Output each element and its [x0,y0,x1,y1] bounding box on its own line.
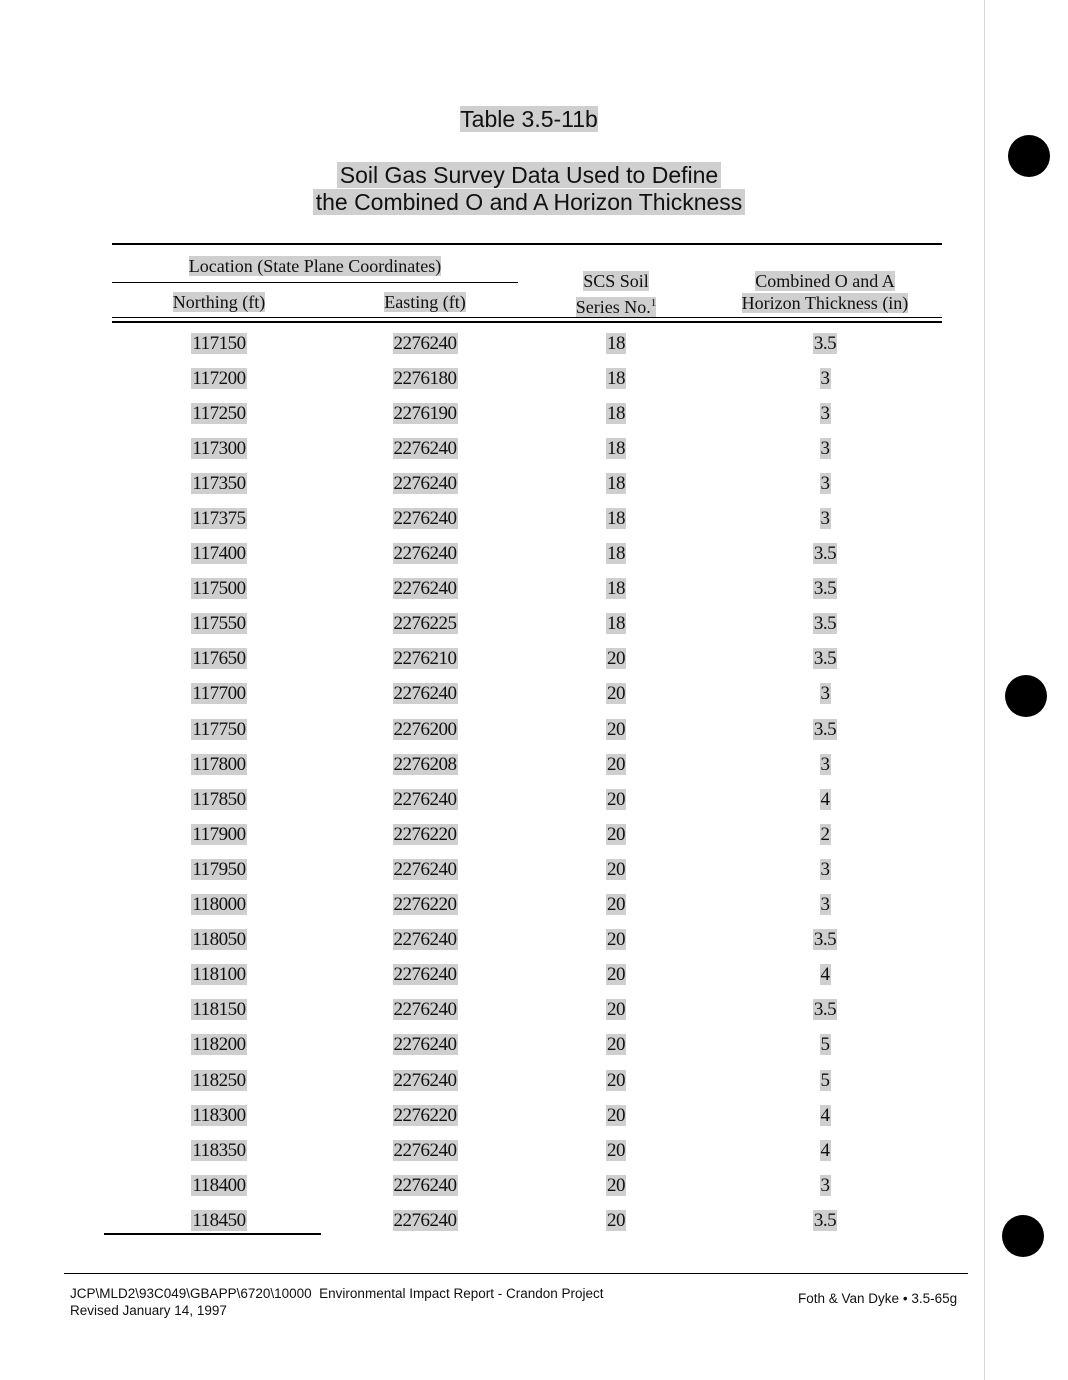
table-row [112,958,942,993]
header-bottom-rule-2 [112,321,942,323]
table-row [112,326,942,361]
hole-punch-bottom [1002,1215,1044,1257]
thickness-cell: 3 [820,753,830,775]
scs-series-cell: 18 [607,508,625,530]
thickness-cell: 3.5 [813,718,837,740]
thickness-cell: 3.5 [813,1209,837,1231]
scs-series-cell: 20 [607,858,625,880]
location-group-header: Location (State Plane Coordinates) [188,256,442,276]
easting-cell: 2276220 [393,894,457,916]
table-row [112,817,942,852]
easting-cell: 2276220 [393,1104,457,1126]
thickness-cell: 3.5 [813,332,837,354]
easting-cell: 2276240 [393,964,457,986]
scs-series-cell: 20 [607,894,625,916]
easting-cell: 2276240 [393,999,457,1021]
scs-series-cell: 20 [607,1034,625,1056]
table-row [112,1063,942,1098]
scs-series-cell: 20 [607,823,625,845]
scs-series-cell: 18 [607,332,625,354]
scs-series-cell: 20 [607,788,625,810]
horizon-thickness-header: Combined O and A Horizon Thickness (in) [741,271,909,313]
footer-right [798,1290,957,1307]
northing-cell: 117700 [192,683,246,705]
easting-header: Easting (ft) [384,292,466,312]
northing-header: Northing (ft) [172,292,266,312]
easting-cell: 2276200 [393,718,457,740]
soil-gas-data-table [112,326,942,1238]
scs-series-cell: 20 [607,964,625,986]
scs-series-cell: 18 [607,543,625,565]
thickness-cell: 3.5 [813,578,837,600]
table-row [112,677,942,712]
table-row [112,361,942,396]
easting-cell: 2276180 [393,367,457,389]
table-row [112,501,942,536]
easting-cell: 2276208 [393,753,457,775]
scs-series-cell: 20 [607,1139,625,1161]
northing-cell: 118250 [192,1069,246,1091]
easting-cell: 2276190 [393,402,457,424]
scs-series-cell: 18 [607,437,625,459]
easting-cell: 2276240 [393,858,457,880]
footer-left [70,1285,604,1319]
easting-cell: 2276240 [393,332,457,354]
northing-cell: 118100 [192,964,246,986]
scs-series-cell: 20 [607,1174,625,1196]
table-row [112,466,942,501]
table-row [112,923,942,958]
northing-cell: 117850 [192,788,246,810]
northing-cell: 117950 [192,858,246,880]
table-row [112,888,942,923]
table-row [112,1028,942,1063]
northing-cell: 118150 [192,999,246,1021]
easting-cell: 2276240 [393,1069,457,1091]
footer-report-title: Environmental Impact Report - Crandon Project [319,1286,604,1301]
northing-cell: 117300 [192,437,246,459]
footer-revised-date: Revised January 14, 1997 [70,1303,227,1318]
table-row [112,782,942,817]
easting-cell: 2276240 [393,437,457,459]
table-row [112,607,942,642]
table-top-rule [112,243,942,245]
scs-series-cell: 18 [607,578,625,600]
table-row [112,1133,942,1168]
easting-cell: 2276225 [393,613,457,635]
northing-cell: 118000 [192,894,246,916]
thickness-cell: 3.5 [813,929,837,951]
thickness-cell: 5 [820,1069,830,1091]
northing-cell: 117900 [192,823,246,845]
northing-cell: 117800 [192,753,246,775]
easting-cell: 2276240 [393,1209,457,1231]
thickness-cell: 3.5 [813,999,837,1021]
location-group-rule [112,282,518,283]
northing-cell: 118400 [192,1174,246,1196]
thickness-cell: 3.5 [813,543,837,565]
table-row [112,1098,942,1133]
table-row [112,572,942,607]
northing-cell: 117650 [192,648,246,670]
northing-cell: 117500 [192,578,246,600]
northing-cell: 117350 [192,472,246,494]
easting-cell: 2276240 [393,578,457,600]
thickness-cell: 3 [820,508,830,530]
footnote-marker: 1 [650,297,657,309]
northing-cell: 117200 [192,367,246,389]
thickness-cell: 3 [820,683,830,705]
easting-cell: 2276210 [393,648,457,670]
thickness-cell: 3 [820,437,830,459]
scs-soil-series-header: SCS Soil Series No.$^1$ [575,271,657,317]
northing-cell: 118300 [192,1104,246,1126]
hole-punch-middle [1005,675,1047,717]
thickness-cell: 5 [820,1034,830,1056]
thickness-cell: 3 [820,367,830,389]
northing-cell: 117750 [192,718,246,740]
thickness-cell: 3 [820,402,830,424]
table-row [112,747,942,782]
thickness-cell: 3.5 [813,648,837,670]
footer-page-number: 3.5-65g [911,1291,958,1306]
thickness-cell: 3 [820,1174,830,1196]
table-row [112,993,942,1028]
easting-cell: 2276240 [393,929,457,951]
table-row [112,642,942,677]
northing-cell: 117250 [192,402,246,424]
footer-company: Foth & Van Dyke [798,1291,900,1306]
easting-cell: 2276240 [393,543,457,565]
northing-cell: 118050 [192,929,246,951]
northing-cell: 118350 [192,1139,246,1161]
scs-series-cell: 18 [607,402,625,424]
easting-cell: 2276240 [393,788,457,810]
footer-bullet: • [902,1291,908,1306]
easting-cell: 2276240 [393,1174,457,1196]
table-subtitle: Soil Gas Survey Data Used to Define the Combined O and A Horizon Thickness [0,162,1058,216]
scs-series-cell: 20 [607,718,625,740]
footer-rule [64,1273,968,1274]
table-row [112,431,942,466]
thickness-cell: 3 [820,472,830,494]
thickness-cell: 2 [820,823,830,845]
table-title: Table 3.5-11b [460,106,598,132]
northing-cell: 117375 [192,508,246,530]
table-row [112,712,942,747]
scs-series-cell: 20 [607,683,625,705]
thickness-cell: 4 [820,788,830,810]
scs-series-cell: 20 [607,999,625,1021]
thickness-cell: 4 [820,1139,830,1161]
northing-cell: 118200 [192,1034,246,1056]
thickness-cell: 4 [820,1104,830,1126]
easting-cell: 2276240 [393,1139,457,1161]
northing-cell: 117150 [192,332,246,354]
table-row [112,396,942,431]
easting-cell: 2276240 [393,1034,457,1056]
scs-series-cell: 20 [607,1104,625,1126]
northing-cell: 117550 [192,613,246,635]
scs-series-cell: 20 [607,648,625,670]
table-row [112,852,942,887]
northing-cell: 117400 [192,543,246,565]
northing-cell: 118450 [192,1209,246,1231]
footer-file-path: JCP\MLD2\93C049\GBAPP\6720\10000 [70,1286,312,1301]
thickness-cell: 3.5 [813,613,837,635]
table-row [112,1168,942,1203]
thickness-cell: 3 [820,858,830,880]
easting-cell: 2276240 [393,508,457,530]
scs-series-cell: 18 [607,472,625,494]
easting-cell: 2276240 [393,472,457,494]
table-bottom-rule [104,1233,321,1235]
easting-cell: 2276240 [393,683,457,705]
easting-cell: 2276220 [393,823,457,845]
scs-series-cell: 18 [607,613,625,635]
table-row [112,537,942,572]
thickness-cell: 3 [820,894,830,916]
scs-series-cell: 20 [607,929,625,951]
thickness-cell: 4 [820,964,830,986]
scs-series-cell: 20 [607,1069,625,1091]
scs-series-cell: 20 [607,753,625,775]
scs-series-cell: 20 [607,1209,625,1231]
scs-series-cell: 18 [607,367,625,389]
